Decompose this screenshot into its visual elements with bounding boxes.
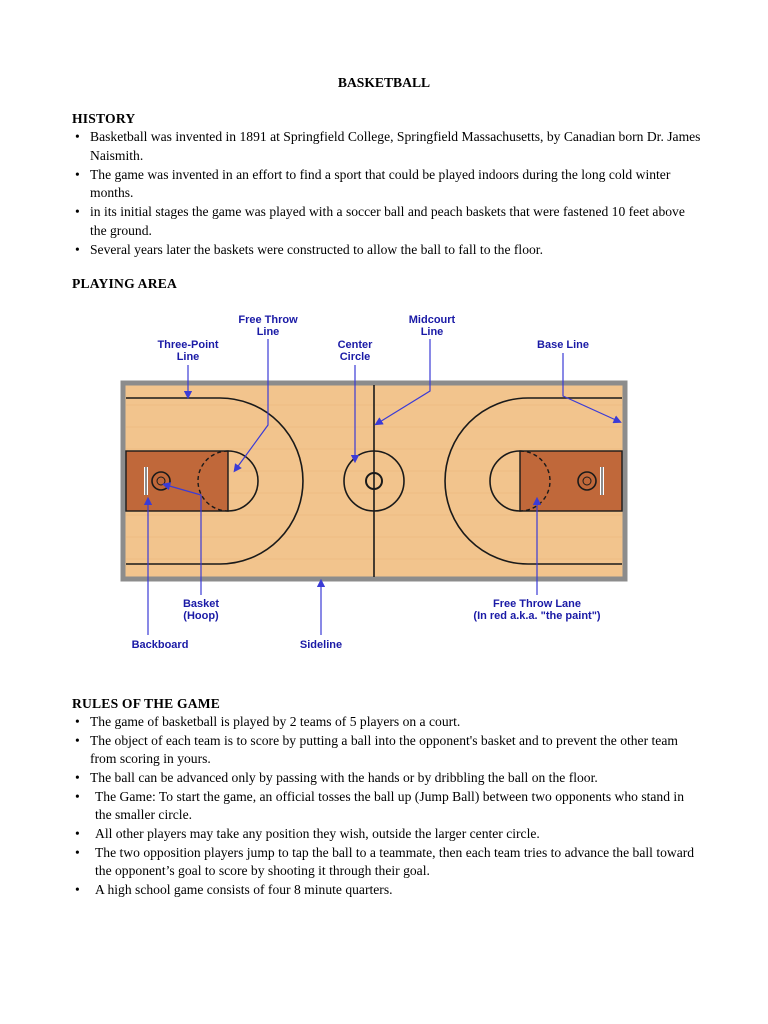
court xyxy=(123,383,625,579)
free-throw-lane-label-1: Free Throw Lane xyxy=(492,598,582,610)
free-throw-lane-left xyxy=(126,451,228,511)
document-title: BASKETBALL xyxy=(337,75,431,90)
free-throw-line-label-2: Line xyxy=(256,326,280,338)
list-item: • The object of each team is to score by putting a ball into the opponent's basket and to prevent the other team from scoring in yours. xyxy=(72,732,702,769)
rules-list xyxy=(72,713,702,900)
list-item: • The two opposition players jump to tap the ball to a teammate, then each team tries to advance the ball toward the opponent’s goal to score by shooting it through their goal. xyxy=(72,844,702,881)
list-item: • in its initial stages the game was played with a soccer ball and peach baskets that were fastened 10 feet above the ground. xyxy=(72,203,702,240)
history-heading: HISTORY xyxy=(72,111,136,126)
list-item: • A high school game consists of four 8 minute quarters. xyxy=(72,881,702,900)
center-circle-label-2: Circle xyxy=(339,351,371,363)
basket-label-2: (Hoop) xyxy=(183,610,219,622)
list-item: • The ball can be advanced only by passing with the hands or by dribbling the ball on the floor. xyxy=(72,769,702,788)
three-point-line-label-1: Three-Point xyxy=(157,339,219,351)
free-throw-lane-label-2: (In red a.k.a. "the paint") xyxy=(473,610,601,622)
list-item: • The game was invented in an effort to find a sport that could be played indoors during the long cold winter months. xyxy=(72,166,702,203)
sideline-label: Sideline xyxy=(299,639,343,651)
three-point-line-label-2: Line xyxy=(176,351,200,363)
midcourt-line-label-2: Line xyxy=(420,326,444,338)
center-circle-label-1: Center xyxy=(337,339,373,351)
playing-area-heading: PLAYING AREA xyxy=(72,276,178,291)
basket-label-1: Basket xyxy=(182,598,220,610)
list-item: • All other players may take any position they wish, outside the larger center circle. xyxy=(72,825,702,844)
free-throw-line-label-1: Free Throw xyxy=(238,314,298,326)
list-item: • Several years later the baskets were constructed to allow the ball to fall to the floor. xyxy=(72,241,702,260)
list-item: • The Game: To start the game, an official tosses the ball up (Jump Ball) between two opponents who stand in the smaller circle. xyxy=(72,788,702,825)
list-item: • The game of basketball is played by 2 teams of 5 players on a court. xyxy=(72,713,702,732)
list-item: • Basketball was invented in 1891 at Springfield College, Springfield Massachusetts, by Canadian born Dr. James Naismith. xyxy=(72,128,702,165)
backboard-label: Backboard xyxy=(131,639,189,651)
court-diagram xyxy=(110,305,650,655)
rules-heading: RULES OF THE GAME xyxy=(72,696,221,711)
base-line-label: Base Line xyxy=(537,339,589,351)
history-list xyxy=(72,128,702,260)
midcourt-line-label-1: Midcourt xyxy=(408,314,456,326)
free-throw-lane-right xyxy=(520,451,622,511)
